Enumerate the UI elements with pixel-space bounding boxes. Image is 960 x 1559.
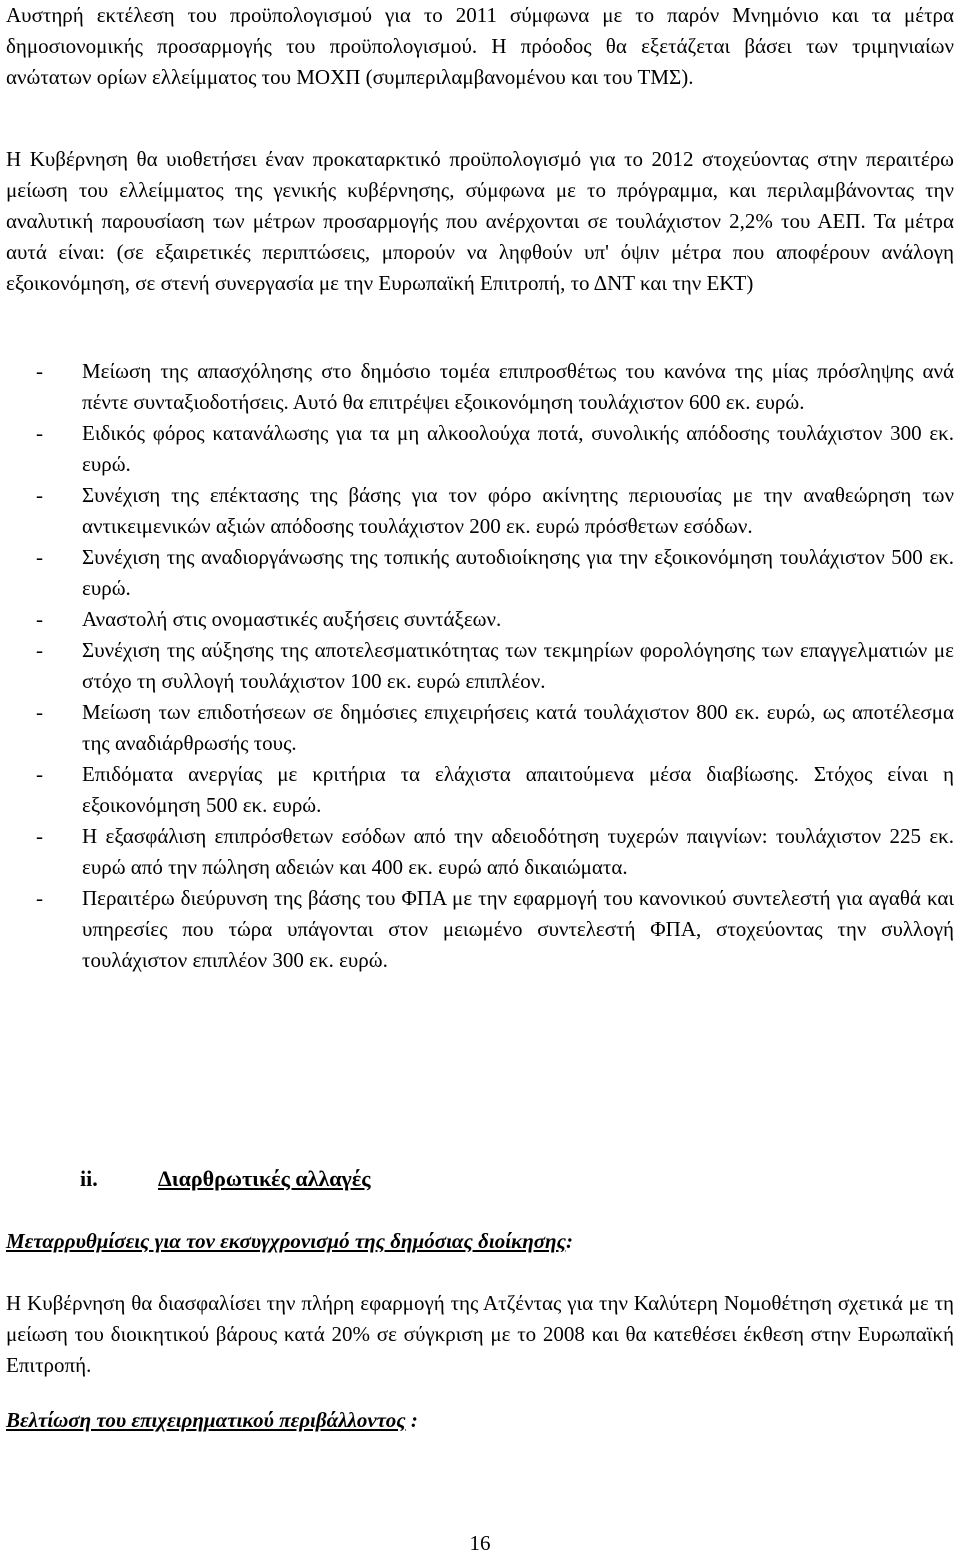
list-item <box>36 542 954 604</box>
list-item <box>36 697 954 759</box>
page-number: 16 <box>469 1531 491 1555</box>
intro-paragraph: Αυστηρή εκτέλεση του προϋπολογισμού για το 2011 σύμφωνα με το παρόν Μνημόνιο και τα μέτρα δημοσιονομικής προσαρμογής του προϋπολογισμού. Η πρόοδος θα εξετάζεται βάσει των τριμηνιαίων ανώτατων ορίων ελλείμματος του ΜΟΧΠ (συμπεριλαμβανομένου και του ΤΜΣ). <box>6 3 954 89</box>
list-dash: - <box>36 483 43 507</box>
list-dash: - <box>36 638 43 662</box>
list-item-text: Επιδόματα ανεργίας με κριτήρια τα ελάχιστα απαιτούμενα μέσα διαβίωσης. Στόχος είναι η εξοικονόμηση 500 εκ. ευρώ. <box>82 762 954 817</box>
business-env-heading <box>6 1405 418 1436</box>
list-dash: - <box>36 421 43 445</box>
section-title: Διαρθρωτικές αλλαγές <box>158 1166 371 1191</box>
section-heading <box>80 1163 371 1194</box>
budget-paragraph: Η Κυβέρνηση θα υιοθετήσει έναν προκαταρκτικό προϋπολογισμό για το 2012 στοχεύοντας στην περαιτέρω μείωση του ελλείμματος της γενικής κυβέρνησης, σύμφωνα με το πρόγραμμα, και περιλαμβάνοντας την αναλυτική παρουσίαση των μέτρων προσαρμογής που ανέρχονται σε τουλάχιστον 2,2% του ΑΕΠ. Τα μέτρα αυτά είναι: (σε εξαιρετικές περιπτώσεις, μπορούν να ληφθούν υπ' όψιν μέτρα που αποφέρουν ανάλογη εξοικονόμηση, σε στενή συνεργασία με την Ευρωπαϊκή Επιτροπή, το ΔΝΤ και την ΕΚΤ) <box>6 147 954 295</box>
list-item-text: Μείωση της απασχόλησης στο δημόσιο τομέα επιπροσθέτως του κανόνα της μίας πρόσληψης ανά πέντε συνταξιοδοτήσεις. Αυτό θα επιτρέψει εξοικονόμηση τουλάχιστον 600 εκ. ευρώ. <box>82 359 954 414</box>
business-env-heading-suffix: : <box>405 1408 418 1432</box>
list-item <box>36 759 954 821</box>
public-admin-heading-suffix: : <box>565 1229 573 1253</box>
list-item-text: Ειδικός φόρος κατανάλωσης για τα μη αλκοολούχα ποτά, συνολικής απόδοσης τουλάχιστον 300 εκ. ευρώ. <box>82 421 954 476</box>
list-item-text: Συνέχιση της αύξησης της αποτελεσματικότητας των τεκμηρίων φορολόγησης των επαγγελματιών με στόχο τη συλλογή τουλάχιστον 100 εκ. ευρώ επιπλέον. <box>82 638 954 693</box>
list-dash: - <box>36 359 43 383</box>
list-item <box>36 604 954 635</box>
section-number: ii. <box>80 1166 98 1191</box>
list-dash: - <box>36 700 43 724</box>
list-item <box>36 883 954 976</box>
list-item <box>36 418 954 480</box>
business-env-heading-text: Βελτίωση του επιχειρηματικού περιβάλλοντος <box>6 1408 406 1432</box>
list-dash: - <box>36 886 43 910</box>
public-admin-heading <box>6 1226 573 1257</box>
list-item <box>36 480 954 542</box>
list-item-text: Μείωση των επιδοτήσεων σε δημόσιες επιχειρήσεις κατά τουλάχιστον 800 εκ. ευρώ, ως αποτέλεσμα της αναδιάρθρωσής τους. <box>82 700 954 755</box>
list-item-text: Συνέχιση της αναδιοργάνωσης της τοπικής αυτοδιοίκησης για την εξοικονόμηση τουλάχιστον 500 εκ. ευρώ. <box>82 545 954 600</box>
list-dash: - <box>36 607 43 631</box>
list-item <box>36 635 954 697</box>
measures-list <box>36 356 954 976</box>
list-item-text: Αναστολή στις ονομαστικές αυξήσεις συντάξεων. <box>82 607 502 631</box>
list-item <box>36 821 954 883</box>
list-dash: - <box>36 545 43 569</box>
list-item-text: Περαιτέρω διεύρυνση της βάσης του ΦΠΑ με την εφαρμογή του κανονικού συντελεστή για αγαθά και υπηρεσίες που τώρα υπάγονται στον μειωμένο συντελεστή ΦΠΑ, στοχεύοντας την συλλογή τουλάχιστον επιπλέον 300 εκ. ευρώ. <box>82 886 954 972</box>
list-dash: - <box>36 824 43 848</box>
public-admin-paragraph: Η Κυβέρνηση θα διασφαλίσει την πλήρη εφαρμογή της Ατζέντας για την Καλύτερη Νομοθέτηση σχετικά με τη μείωση του διοικητικού βάρους κατά 20% σε σύγκριση με το 2008 και θα κατεθέσει έκθεση στην Ευρωπαϊκή Επιτροπή. <box>6 1291 954 1377</box>
list-item-text: Η εξασφάλιση επιπρόσθετων εσόδων από την αδειοδότηση τυχερών παιγνίων: τουλάχιστον 225 εκ. ευρώ από την πώληση αδειών και 400 εκ. ευρώ από δικαιώματα. <box>82 824 954 879</box>
list-item <box>36 356 954 418</box>
public-admin-heading-text: Μεταρρυθμίσεις για τον εκσυγχρονισμό της δημόσιας διοίκησης <box>6 1229 566 1253</box>
list-dash: - <box>36 762 43 786</box>
list-item-text: Συνέχιση της επέκτασης της βάσης για τον φόρο ακίνητης περιουσίας με την αναθεώρηση των αντικειμενικών αξιών απόδοσης τουλάχιστον 200 εκ. ευρώ πρόσθετων εσόδων. <box>82 483 954 538</box>
